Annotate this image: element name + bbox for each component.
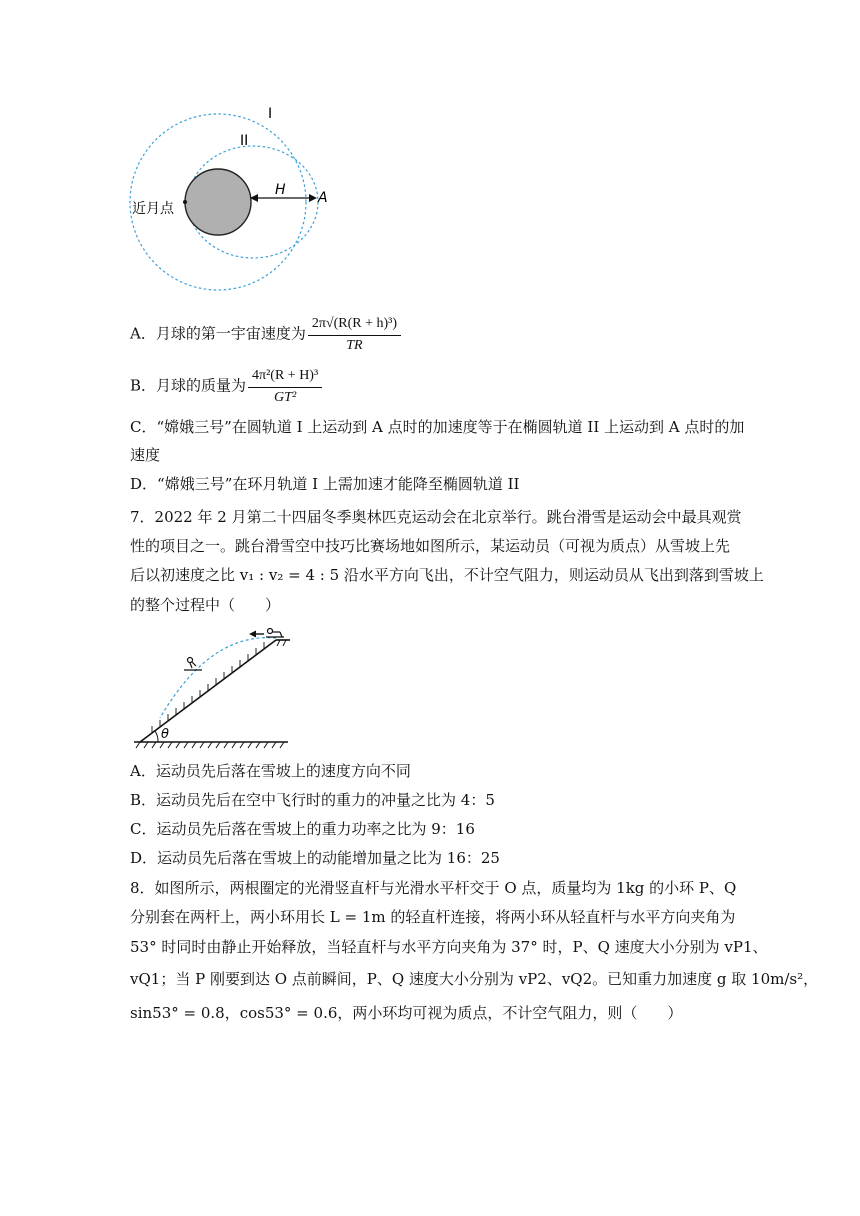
a-label: A (318, 190, 328, 206)
trajectory-curve (160, 638, 276, 718)
q7-option-c: C．运动员先后落在雪坡上的重力功率之比为 9：16 (130, 820, 475, 838)
q6-option-c-line1: C．“嫦娥三号”在圆轨道 I 上运动到 A 点时的加速度等于在椭圆轨道 II 上运动到 A 点时的加 (130, 418, 745, 436)
q8-stem-line1: 8．如图所示，两根圈定的光滑竖直杆与光滑水平杆交于 O 点，质量均为 1kg 的小环 P、Q (130, 879, 737, 897)
q6-option-a-text: A．月球的第一宇宙速度为 (130, 324, 306, 343)
orbit-figure (128, 98, 338, 294)
q6-option-a (130, 313, 401, 356)
ground-hatching (136, 742, 284, 748)
q7-stem-line3: 后以初速度之比 v₁ : v₂ = 4 : 5 沿水平方向飞出，不计空气阻力，则运动员从飞出到落到雪坡上 (130, 566, 764, 584)
perilune-point (183, 200, 187, 204)
q6-option-b (130, 365, 322, 408)
q6-option-b-fraction (248, 365, 322, 408)
velocity-arrow (249, 631, 264, 638)
q8-stem-line5: sin53° = 0.8，cos53° = 0.6，两小环均可视为质点，不计空气阻力，则（ ） (130, 1004, 683, 1022)
orbit-ii-label: II (240, 133, 249, 149)
moon (185, 169, 251, 235)
q6-option-d: D．“嫦娥三号”在环月轨道 I 上需加速才能降至椭圆轨道 II (130, 475, 520, 493)
q6-option-a-fraction (308, 313, 401, 356)
orbit-i-label: I (268, 106, 273, 122)
theta-label: θ (161, 727, 169, 742)
platform-hatching (277, 640, 286, 646)
q7-stem-line2: 性的项目之一。跳台滑雪空中技巧比赛场地如图所示，某运动员（可视为质点）从雪坡上先 (130, 537, 731, 555)
q6-option-a-denominator: TR (346, 338, 363, 353)
q6-option-b-denominator: GT² (274, 390, 297, 405)
skier-icon-top (266, 629, 284, 638)
perilune-label: 近月点 (132, 201, 174, 217)
q6-option-b-numerator: 4π²(R + H)³ (248, 365, 322, 388)
q7-option-a: A．运动员先后落在雪坡上的速度方向不同 (130, 762, 411, 780)
q8-stem-line3: 53° 时同时由静止开始释放，当轻直杆与水平方向夹角为 37° 时，P、Q 速度大小分别为 vP1、 (130, 938, 768, 956)
h-arrow-head-right (309, 194, 317, 202)
q7-stem-line1: 7．2022 年 2 月第二十四届冬季奥林匹克运动会在北京举行。跳台滑雪是运动会中最具观赏 (130, 508, 742, 526)
q7-option-d: D．运动员先后落在雪坡上的动能增加量之比为 16：25 (130, 849, 500, 867)
q8-stem-line2: 分别套在两杆上，两小环用长 L = 1m 的轻直杆连接，将两小环从轻直杆与水平方向夹角为 (130, 908, 736, 926)
slope-hatching (152, 642, 264, 733)
q6-option-b-text: B．月球的质量为 (130, 376, 247, 395)
theta-arc (155, 731, 158, 742)
q8-stem-line4: vQ1；当 P 刚要到达 O 点前瞬间，P、Q 速度大小分别为 vP2、vQ2。已知重力加速度 g 取 10m/s²， (130, 970, 819, 988)
skier-icon-mid (184, 658, 202, 671)
q7-option-b: B．运动员先后在空中飞行时的重力的冲量之比为 4：5 (130, 791, 495, 809)
q7-stem-line4: 的整个过程中（ ） (130, 596, 281, 614)
q6-option-c-line2: 速度 (130, 446, 161, 464)
ski-slope-figure (130, 622, 296, 752)
h-label: H (275, 182, 286, 198)
q6-option-a-numerator: 2π√(R(R + h)³) (308, 313, 401, 336)
